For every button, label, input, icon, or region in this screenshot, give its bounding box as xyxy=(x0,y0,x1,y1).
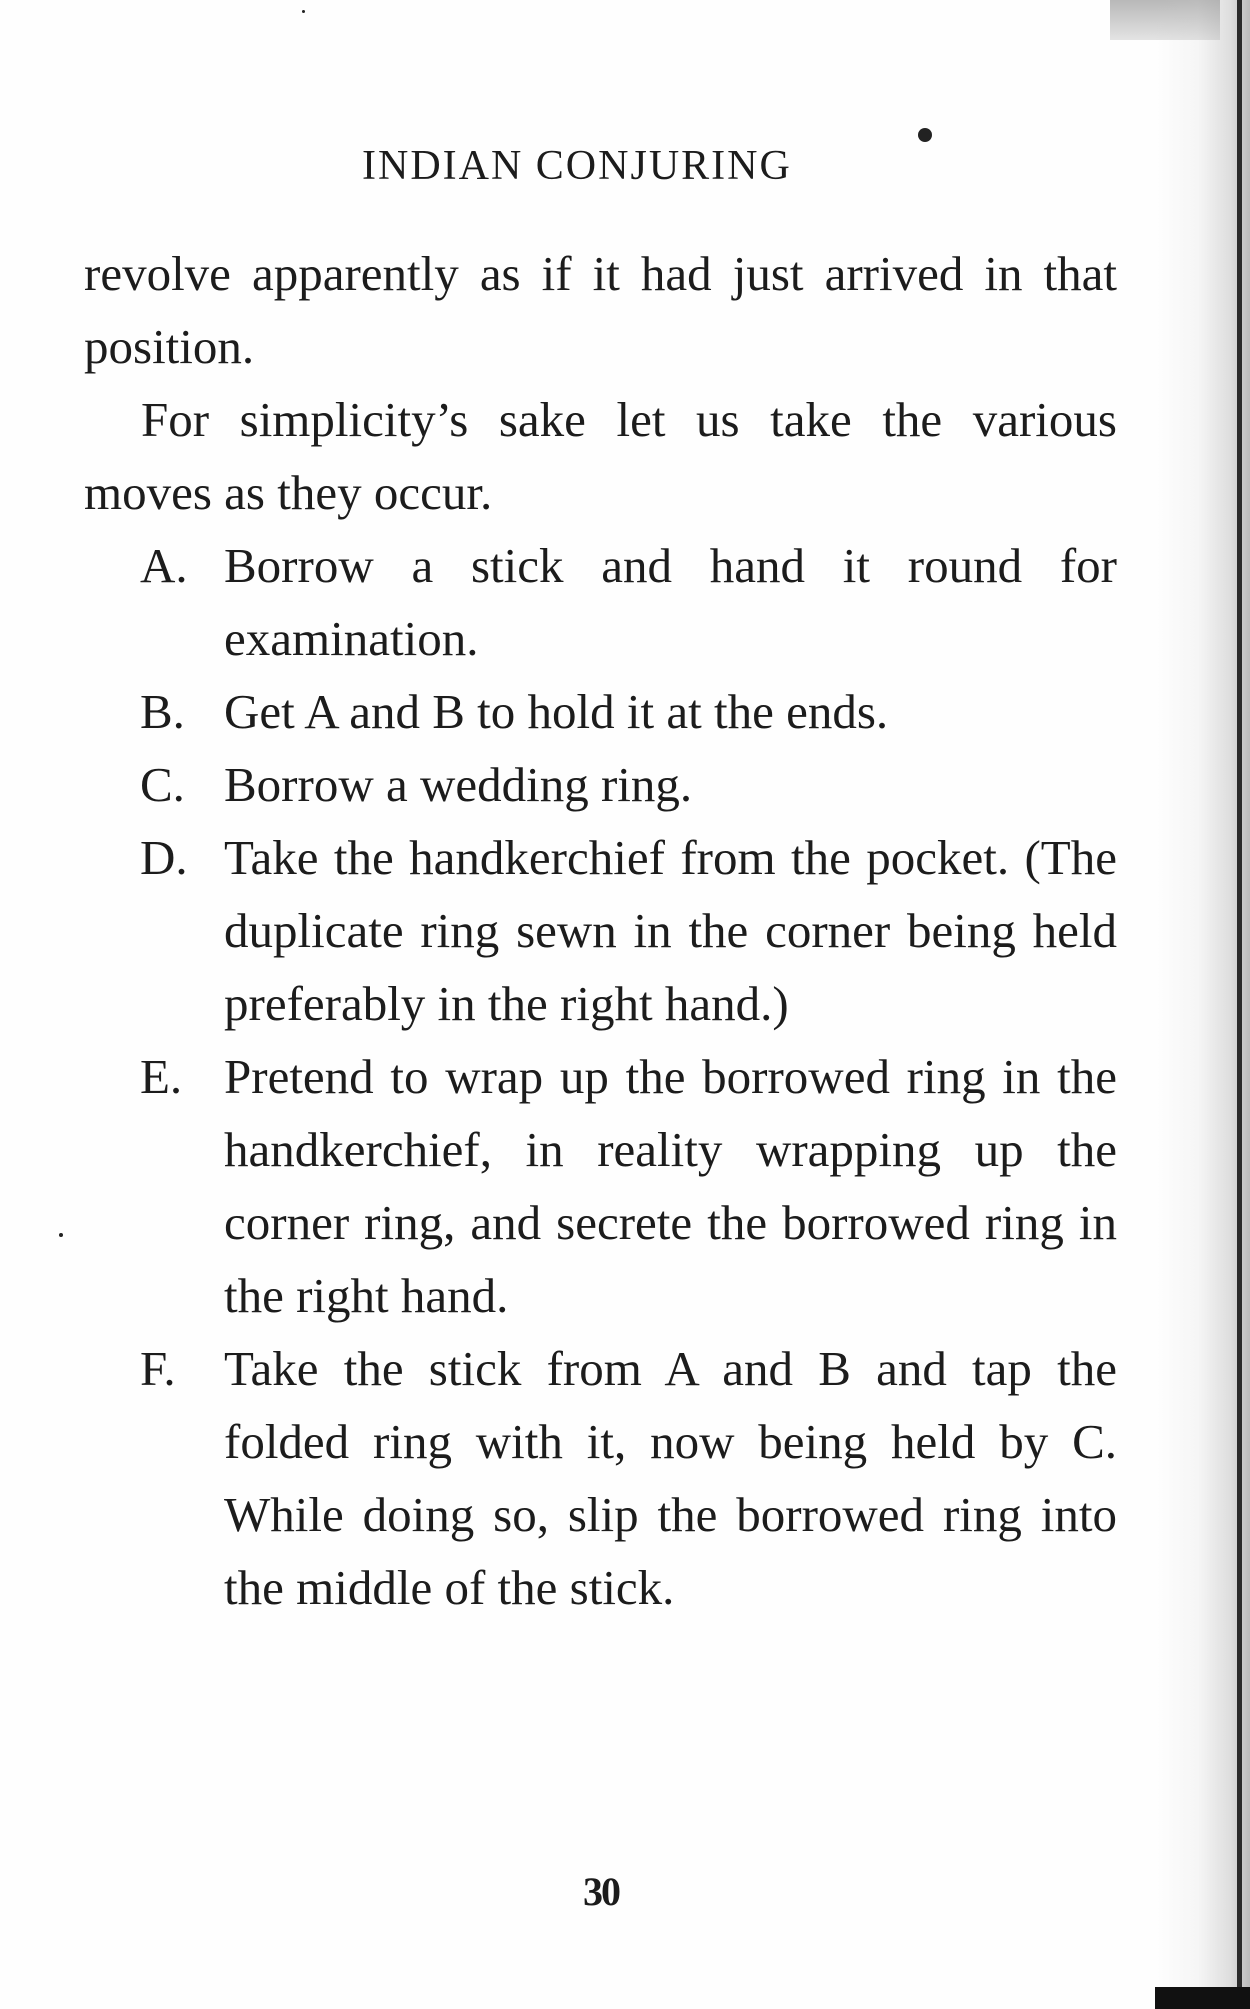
print-speck xyxy=(59,1233,63,1237)
page-body xyxy=(84,237,1117,1624)
move-letter: F. xyxy=(140,1341,176,1396)
move-text: Pretend to wrap up the borrowed ring in the handkerchief, in reality wrapping up the corner ring, and secrete the borrowed ring in the right hand. xyxy=(224,1049,1117,1323)
running-head: INDIAN CONJURING xyxy=(362,143,792,189)
move-letter: C. xyxy=(140,757,185,812)
move-letter: E. xyxy=(140,1049,183,1104)
move-list xyxy=(84,529,1117,1624)
print-speck xyxy=(918,128,932,142)
move-item-a xyxy=(84,529,1117,675)
print-speck xyxy=(302,10,305,13)
move-text: Borrow a wedding ring. xyxy=(224,757,693,812)
page-edge-line xyxy=(1237,0,1242,2009)
intro-paragraph: For simplicity’s sake let us take the various moves as they occur. xyxy=(84,392,1117,520)
move-letter: B. xyxy=(140,684,185,739)
move-text: Borrow a stick and hand it round for examination. xyxy=(224,538,1117,666)
move-letter: D. xyxy=(140,830,188,885)
move-item-c xyxy=(84,748,1117,821)
move-item-e xyxy=(84,1040,1117,1332)
page-edge-shadow xyxy=(1155,0,1250,2009)
page-number: 30 xyxy=(583,1869,619,1914)
page-edge-corner xyxy=(1155,1987,1250,2009)
move-text: Get A and B to hold it at the ends. xyxy=(224,684,889,739)
move-item-f xyxy=(84,1332,1117,1624)
move-text: Take the stick from A and B and tap the folded ring with it, now being held by C. While doing so, slip the borrowed ring into the middle of the stick. xyxy=(224,1341,1117,1615)
move-item-d xyxy=(84,821,1117,1040)
continuation-paragraph: revolve apparently as if it had just arrived in that position. xyxy=(84,246,1117,374)
move-item-b xyxy=(84,675,1117,748)
move-letter: A. xyxy=(140,538,188,593)
move-text: Take the handkerchief from the pocket. (The duplicate ring sewn in the corner being held preferably in the right hand.) xyxy=(224,830,1117,1031)
